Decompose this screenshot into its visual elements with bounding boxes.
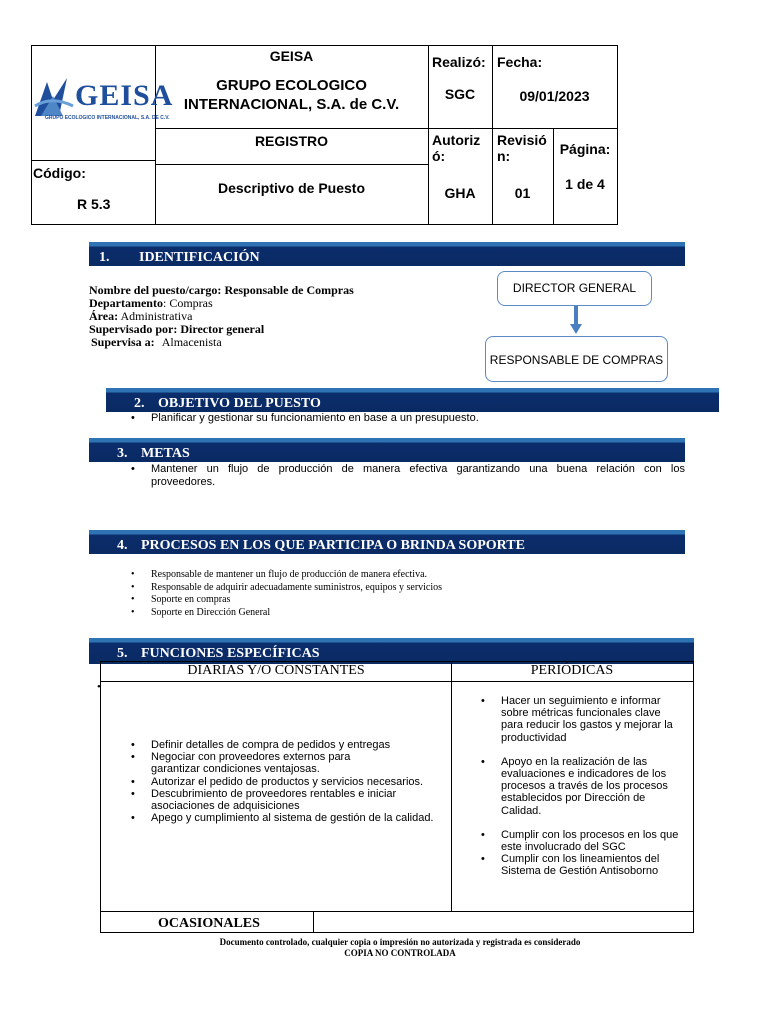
list-item-line: • Descubrimiento de proveedores rentables e iniciar (151, 787, 397, 800)
col-header-diarias: DIARIAS Y/O CONSTANTES (187, 663, 365, 678)
autorizo-label-1: Autoriz (432, 132, 481, 148)
departamento-value: : Compras (162, 296, 213, 310)
list-item (129, 788, 434, 812)
list-item-line: • Hacer un seguimiento e informar (501, 695, 661, 707)
section-number: 1. (99, 250, 110, 265)
org-box-director-general: DIRECTOR GENERAL (497, 271, 652, 306)
supervisa-value: Almacenista (161, 335, 222, 349)
stray-bullet: • (97, 681, 101, 693)
list-item (479, 695, 678, 744)
section-title: IDENTIFICACIÓN (139, 250, 260, 265)
list-item-line: • Definir detalles de compra de pedidos y entregas (151, 739, 391, 751)
metas-list (129, 463, 685, 489)
list-item-line: procesos a través de los procesos (501, 780, 668, 793)
area-label: Área: (89, 309, 119, 323)
col-header-periodicas: PERIÓDICAS (530, 663, 614, 678)
company-name-line2: INTERNACIONAL, S.A. de C.V. (183, 96, 400, 113)
list-item-line: este involucrado del SGC (501, 841, 626, 854)
section-title: PROCESOS EN LOS QUE PARTICIPA O BRINDA SOPORTE (141, 538, 525, 553)
ocasionales-label: OCASIONALES (158, 916, 260, 931)
section-bar-objetivo (106, 388, 719, 412)
list-item-line: garantizar condiciones ventajosas. (151, 763, 320, 776)
list-item (479, 756, 678, 817)
area-value: Administrativa (120, 309, 193, 323)
objetivo-list (129, 412, 479, 425)
metas-line2: proveedores. (151, 476, 216, 488)
fecha-label: Fecha: (497, 54, 543, 70)
list-item-line: • Cumplir con los procesos en los que (501, 828, 679, 841)
section-bar-identificacion (89, 242, 685, 266)
section-title: METAS (141, 446, 190, 461)
codigo-value: R 5.3 (77, 196, 111, 212)
list-item (129, 812, 434, 824)
supervisa-line (91, 336, 222, 349)
periodicas-list (479, 695, 678, 878)
list-item-line: • Autorizar el pedido de productos y servicios necesarios. (151, 775, 424, 788)
section-number: 3. (117, 446, 128, 461)
list-item (479, 829, 678, 853)
footer-line1: Documento controlado, cualquier copia o impresión no autorizada y registrada es considerado (219, 937, 581, 947)
footer-line2: COPIA NO CONTROLADA (344, 948, 456, 958)
list-item-line: Calidad. (501, 804, 542, 817)
supervisado-value: Director general (180, 322, 265, 336)
departamento-label: Departamento (89, 296, 163, 310)
list-item-line: • Cumplir con los lineamientos del (501, 853, 660, 866)
company-short: GEISA (269, 48, 314, 64)
section-number: 2. (134, 396, 145, 411)
list-item-line: para reducir los gastos y mejorar la (501, 719, 673, 732)
section-title: FUNCIONES ESPECÍFICAS (141, 646, 320, 661)
codigo-label: Código: (33, 165, 86, 181)
section-number: 5. (117, 646, 128, 661)
list-item-line: productividad (501, 731, 567, 744)
company-logo (33, 70, 174, 128)
company-name-line1: GRUPO ECOLOGICO (216, 77, 367, 94)
list-item (129, 751, 434, 775)
section-bar-procesos (89, 530, 685, 554)
list-item-line: establecidos por Dirección de (501, 792, 646, 805)
puesto-label: Nombre del puesto/cargo: (89, 283, 222, 297)
section-title: OBJETIVO DEL PUESTO (158, 396, 321, 411)
autorizo-label-2: ó: (432, 148, 446, 164)
supervisa-label: Supervisa a: (91, 335, 155, 349)
pagina-value: 1 de 4 (565, 176, 605, 192)
logo-text: GEISA (75, 79, 174, 112)
list-item-line: Sistema de Gestión Antisoborno (501, 865, 659, 878)
registro-label: REGISTRO (254, 133, 329, 149)
document-title: Descriptivo de Puesto (217, 180, 366, 196)
list-item-line: asociaciones de adquisiciones (151, 800, 300, 813)
list-item: • Planificar y gestionar su funcionamiento en base a un presupuesto. (129, 412, 479, 425)
list-item: • Responsable de mantener un flujo de producción de manera efectiva. (129, 569, 442, 582)
section-number: 4. (117, 538, 128, 553)
list-item-line: • Apoyo en la realización de las (501, 755, 648, 768)
fecha-value: 09/01/2023 (519, 88, 590, 104)
org-box-responsable-compras: RESPONSABLE DE COMPRAS (485, 336, 668, 382)
org-connector-arrow (569, 306, 583, 336)
revision-label-1: Revisió (497, 132, 547, 148)
pagina-label: Página: (559, 141, 611, 157)
puesto-value: Responsable de Compras (224, 283, 354, 297)
diarias-list (129, 739, 434, 824)
list-item: • Responsable de adquirir adecuadamente suministros, equipos y servicios (129, 582, 442, 595)
procesos-list (129, 569, 442, 619)
list-item-line: sobre métricas funcionales clave (501, 707, 661, 720)
autorizo-value: GHA (444, 185, 476, 201)
metas-line1: Mantener un flujo de producción de manera efectiva garantizando una buena relación con los (151, 463, 685, 475)
list-item-line: evaluaciones e indicadores de los (501, 768, 667, 781)
revision-value: 01 (514, 185, 531, 201)
arrow-down-icon (569, 306, 583, 336)
logo-subtext: GRUPO ECOLOGICO INTERNACIONAL, S.A. DE C.V. (45, 115, 170, 121)
realizo-label: Realizó: (432, 54, 486, 70)
revision-label-2: n: (497, 148, 511, 164)
supervisado-label: Supervisado por: (89, 322, 178, 336)
section-bar-metas (89, 438, 685, 462)
bullet-icon: • (131, 463, 135, 475)
list-item (479, 853, 678, 877)
list-item (129, 739, 434, 751)
list-item: • Soporte en compras (129, 594, 442, 607)
list-item: • Soporte en Dirección General (129, 607, 442, 620)
list-item (129, 776, 434, 788)
list-item-line: • Negociar con proveedores externos para (151, 751, 351, 764)
realizo-value: SGC (444, 86, 476, 102)
list-item-line: • Apego y cumplimiento al sistema de gestión de la calidad. (151, 812, 434, 825)
